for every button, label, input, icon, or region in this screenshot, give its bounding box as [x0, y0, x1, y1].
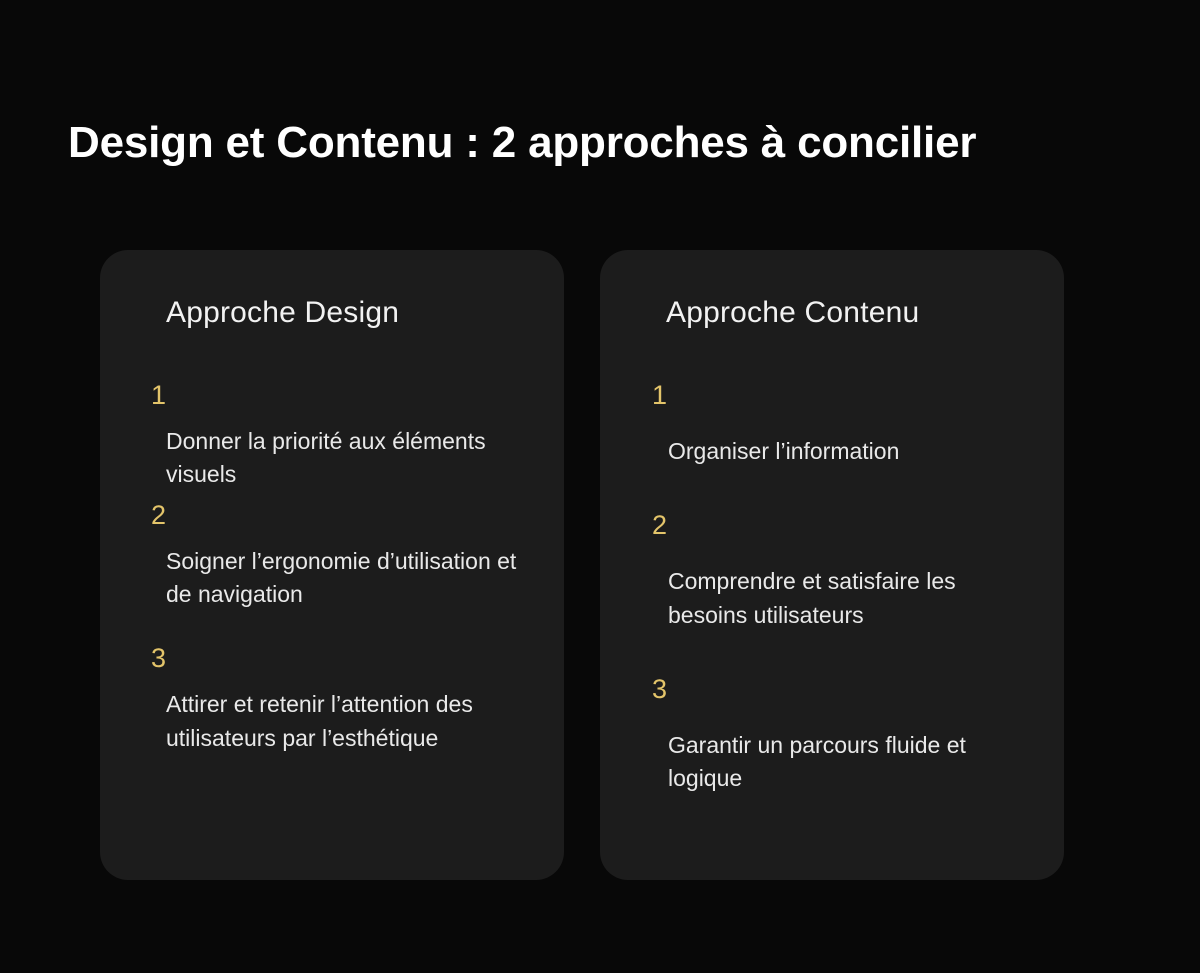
list-item	[652, 676, 1020, 796]
item-number: 1	[652, 380, 668, 410]
item-number: 3	[151, 643, 167, 674]
list-item	[151, 499, 520, 612]
card-approche-contenu	[600, 250, 1064, 880]
list-item	[152, 645, 520, 755]
card-title-design: Approche Design	[166, 296, 400, 329]
item-text: Organiser l’information	[668, 438, 900, 464]
item-number: 3	[652, 674, 668, 705]
list-item	[652, 512, 1020, 632]
item-number: 1	[151, 380, 167, 410]
list-item	[152, 382, 520, 492]
item-text: Soigner l’ergonomie d’utilisation et de navigation	[166, 547, 517, 608]
card-title-contenu: Approche Contenu	[666, 296, 920, 329]
item-text: Garantir un parcours fluide et logique	[668, 732, 966, 792]
item-text: Comprendre et satisfaire les besoins utilisateurs	[668, 568, 956, 628]
approach-cards-container	[100, 250, 1100, 880]
item-number: 2	[652, 510, 668, 541]
item-text: Attirer et retenir l’attention des utilisateurs par l’esthétique	[166, 691, 473, 751]
list-item	[652, 382, 1020, 468]
item-number: 2	[151, 499, 167, 530]
item-text: Donner la priorité aux éléments visuels	[166, 428, 486, 488]
card-approche-design	[100, 250, 564, 880]
page-title: Design et Contenu : 2 approches à concilier	[68, 118, 977, 167]
